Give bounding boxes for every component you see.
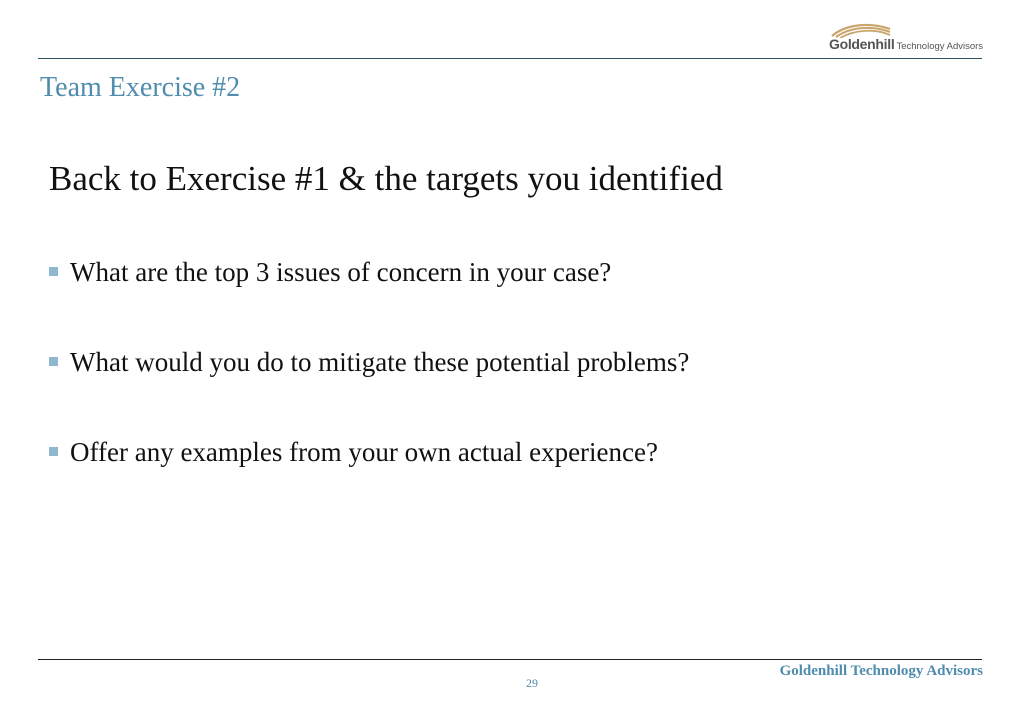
page-number: 29 xyxy=(526,676,538,690)
square-bullet-icon xyxy=(49,267,58,276)
bullet-item xyxy=(49,435,658,469)
bullet-text: What would you do to mitigate these potential problems? xyxy=(70,347,690,377)
square-bullet-icon xyxy=(49,357,58,366)
logo-wordmark xyxy=(829,36,983,55)
company-logo xyxy=(829,22,984,56)
logo-main-text: Goldenhill xyxy=(829,36,895,52)
header-divider xyxy=(38,58,982,59)
slide-title: Team Exercise #2 xyxy=(40,72,241,103)
bullet-text: Offer any examples from your own actual experience? xyxy=(70,437,658,467)
slide-subtitle: Back to Exercise #1 & the targets you identified xyxy=(49,159,723,198)
footer-divider xyxy=(38,659,982,660)
logo-sub-text: Technology Advisors xyxy=(896,41,984,52)
bullet-item xyxy=(49,255,611,289)
square-bullet-icon xyxy=(49,447,58,456)
bullet-item xyxy=(49,345,689,379)
footer-company-name: Goldenhill Technology Advisors xyxy=(779,663,983,679)
bullet-text: What are the top 3 issues of concern in your case? xyxy=(70,257,612,287)
